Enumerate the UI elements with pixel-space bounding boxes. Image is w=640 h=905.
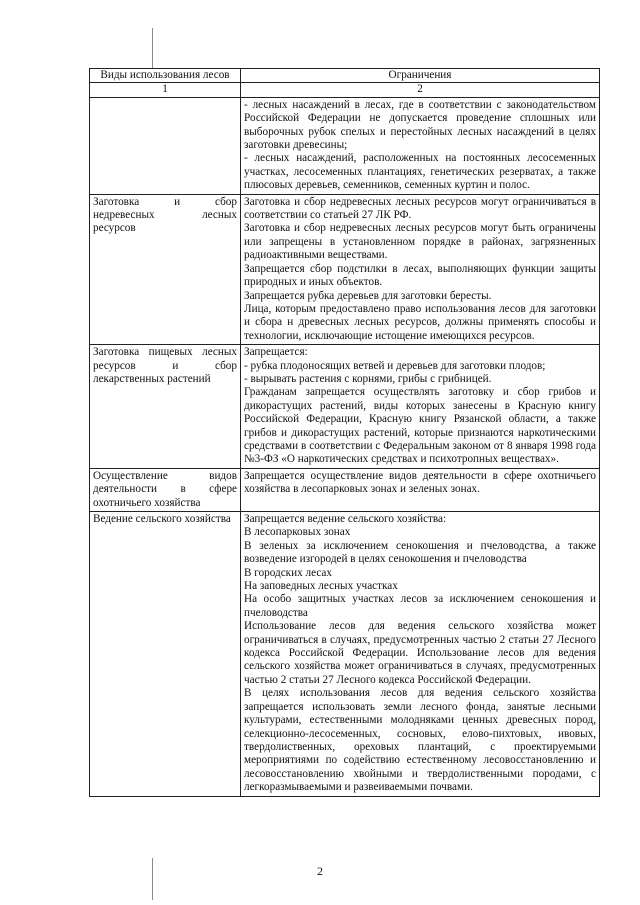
restriction-paragraph: Заготовка и сбор недревесных лесных ресурсов могут быть ограничены или запрещены в установленном порядке в районах, загрязненных радиоактивными веществами.: [244, 222, 596, 262]
column-number-1: 1: [90, 83, 241, 97]
table-row: [90, 468, 600, 511]
restrictions-table: [89, 68, 600, 797]
restrictions-cell: [241, 468, 600, 511]
restrictions-cell: [241, 194, 600, 344]
scan-margin-line-top: [152, 28, 153, 68]
restrictions-cell: [241, 97, 600, 194]
restriction-paragraph: Запрещается рубка деревьев для заготовки бересты.: [244, 289, 492, 302]
column-number-2: 2: [241, 83, 600, 97]
column-number-row: [90, 83, 600, 97]
restriction-paragraph: - лесных насаждений, расположенных на постоянных лесосеменных участках, лесосеменных плантациях, генетических резерватах, а также плюсовых деревьев, семенников, семенных куртин и полос.: [244, 152, 596, 192]
restriction-paragraph: - лесных насаждений в лесах, где в соответствии с законодательством Российской Федерации не допускается проведение сплошных или выборочных рубок спелых и перестойных лесных насаждений в целях заготовки древесины;: [244, 98, 596, 152]
column-header-forest-use: Виды использования лесов: [90, 69, 241, 83]
table-row: [90, 512, 600, 797]
restriction-paragraph: В целях использования лесов для ведения сельского хозяйства запрещается использовать земли лесного фонда, занятые лесными культурами, естественными молодняками ценных древесных пород, селекционно-лесосеменных, сосновых, елово-пихтовых, ивовых, твердолиственных, ореховых плантаций, с проектируемыми мероприятиями по содействию естественному лесовосстановлению и лесовосстановлению хвойными и твердолиственными породами, с легкоразмываемыми и развеиваемыми почвами.: [244, 687, 596, 794]
table-row: [90, 97, 600, 194]
table-row: [90, 194, 600, 344]
restriction-paragraph: Лица, которым предоставлено право использования лесов для заготовки и сбора н древесных лесных ресурсов, должны применять способы и технологии, исключающие истощение имеющихся ресурсов.: [244, 302, 596, 342]
restriction-paragraph: В городских лесах: [244, 566, 332, 579]
restrictions-cell: [241, 345, 600, 469]
restriction-paragraph: На заповедных лесных участках: [244, 580, 398, 593]
restriction-paragraph: В зеленых за исключением сенокошения и пчеловодства, а также возведение изгородей в целях сенокошения и пчеловодства: [244, 539, 596, 566]
restriction-paragraph: Запрещается сбор подстилки в лесах, выполняющих функции защиты природных и иных объектов.: [244, 262, 596, 289]
restrictions-cell: [241, 512, 600, 797]
restriction-paragraph: В лесопарковых зонах: [244, 526, 351, 539]
forest-use-type-cell: Заготовка и сбор недревесных лесных ресурсов: [90, 194, 241, 344]
header-row: [90, 69, 600, 83]
restriction-paragraph: Заготовка и сбор недревесных лесных ресурсов могут ограничиваться в соответствии со статьей 27 ЛК РФ.: [244, 195, 596, 222]
restriction-paragraph: Гражданам запрещается осуществлять заготовку и сбор грибов и дикорастущих растений, виды которых занесены в Красную книгу Российской Федерации, Красную книгу Рязанской области, а также грибов и дикорастущих растений, которые признаются наркотическими средствами в соответствии с Федеральным законом от 8 января 1998 года №3-ФЗ «О наркотических средствах и психотропных веществах».: [244, 386, 596, 466]
restriction-paragraph: Запрещается ведение сельского хозяйства:: [244, 513, 447, 525]
restriction-paragraph: Запрещается осуществление видов деятельности в сфере охотничьего хозяйства в лесопарковых зонах и зеленых зонах.: [244, 469, 596, 496]
restriction-paragraph: Использование лесов для ведения сельского хозяйства может ограничиваться в случаях, предусмотренных частью 2 статьи 27 Лесного кодекса Российской Федерации. Использование лесов для ведения сельского хозяйства может ограничиваться в случаях, предусмотренных частью 2 статьи 27 Лесного кодекса Российской Федерации.: [244, 620, 596, 686]
restriction-paragraph: - вырывать растения с корнями, грибы с грибницей.: [244, 372, 492, 385]
restriction-paragraph: Запрещается:: [244, 346, 308, 359]
page-number: 2: [317, 864, 323, 878]
forest-use-type-cell: Осуществление видов деятельности в сфере охотничьего хозяйства: [90, 468, 241, 511]
forest-use-type-cell: [90, 97, 241, 194]
restriction-paragraph: - рубка плодоносящих ветвей и деревьев для заготовки плодов;: [244, 359, 546, 372]
table-row: [90, 345, 600, 469]
restriction-paragraph: На особо защитных участках лесов за исключением сенокошения и пчеловодства: [244, 593, 596, 619]
forest-use-type-cell: Заготовка пищевых лесных ресурсов и сбор лекарственных растений: [90, 345, 241, 469]
forest-use-type-cell: Ведение сельского хозяйства: [90, 512, 241, 797]
column-header-restrictions: Ограничения: [241, 69, 600, 83]
